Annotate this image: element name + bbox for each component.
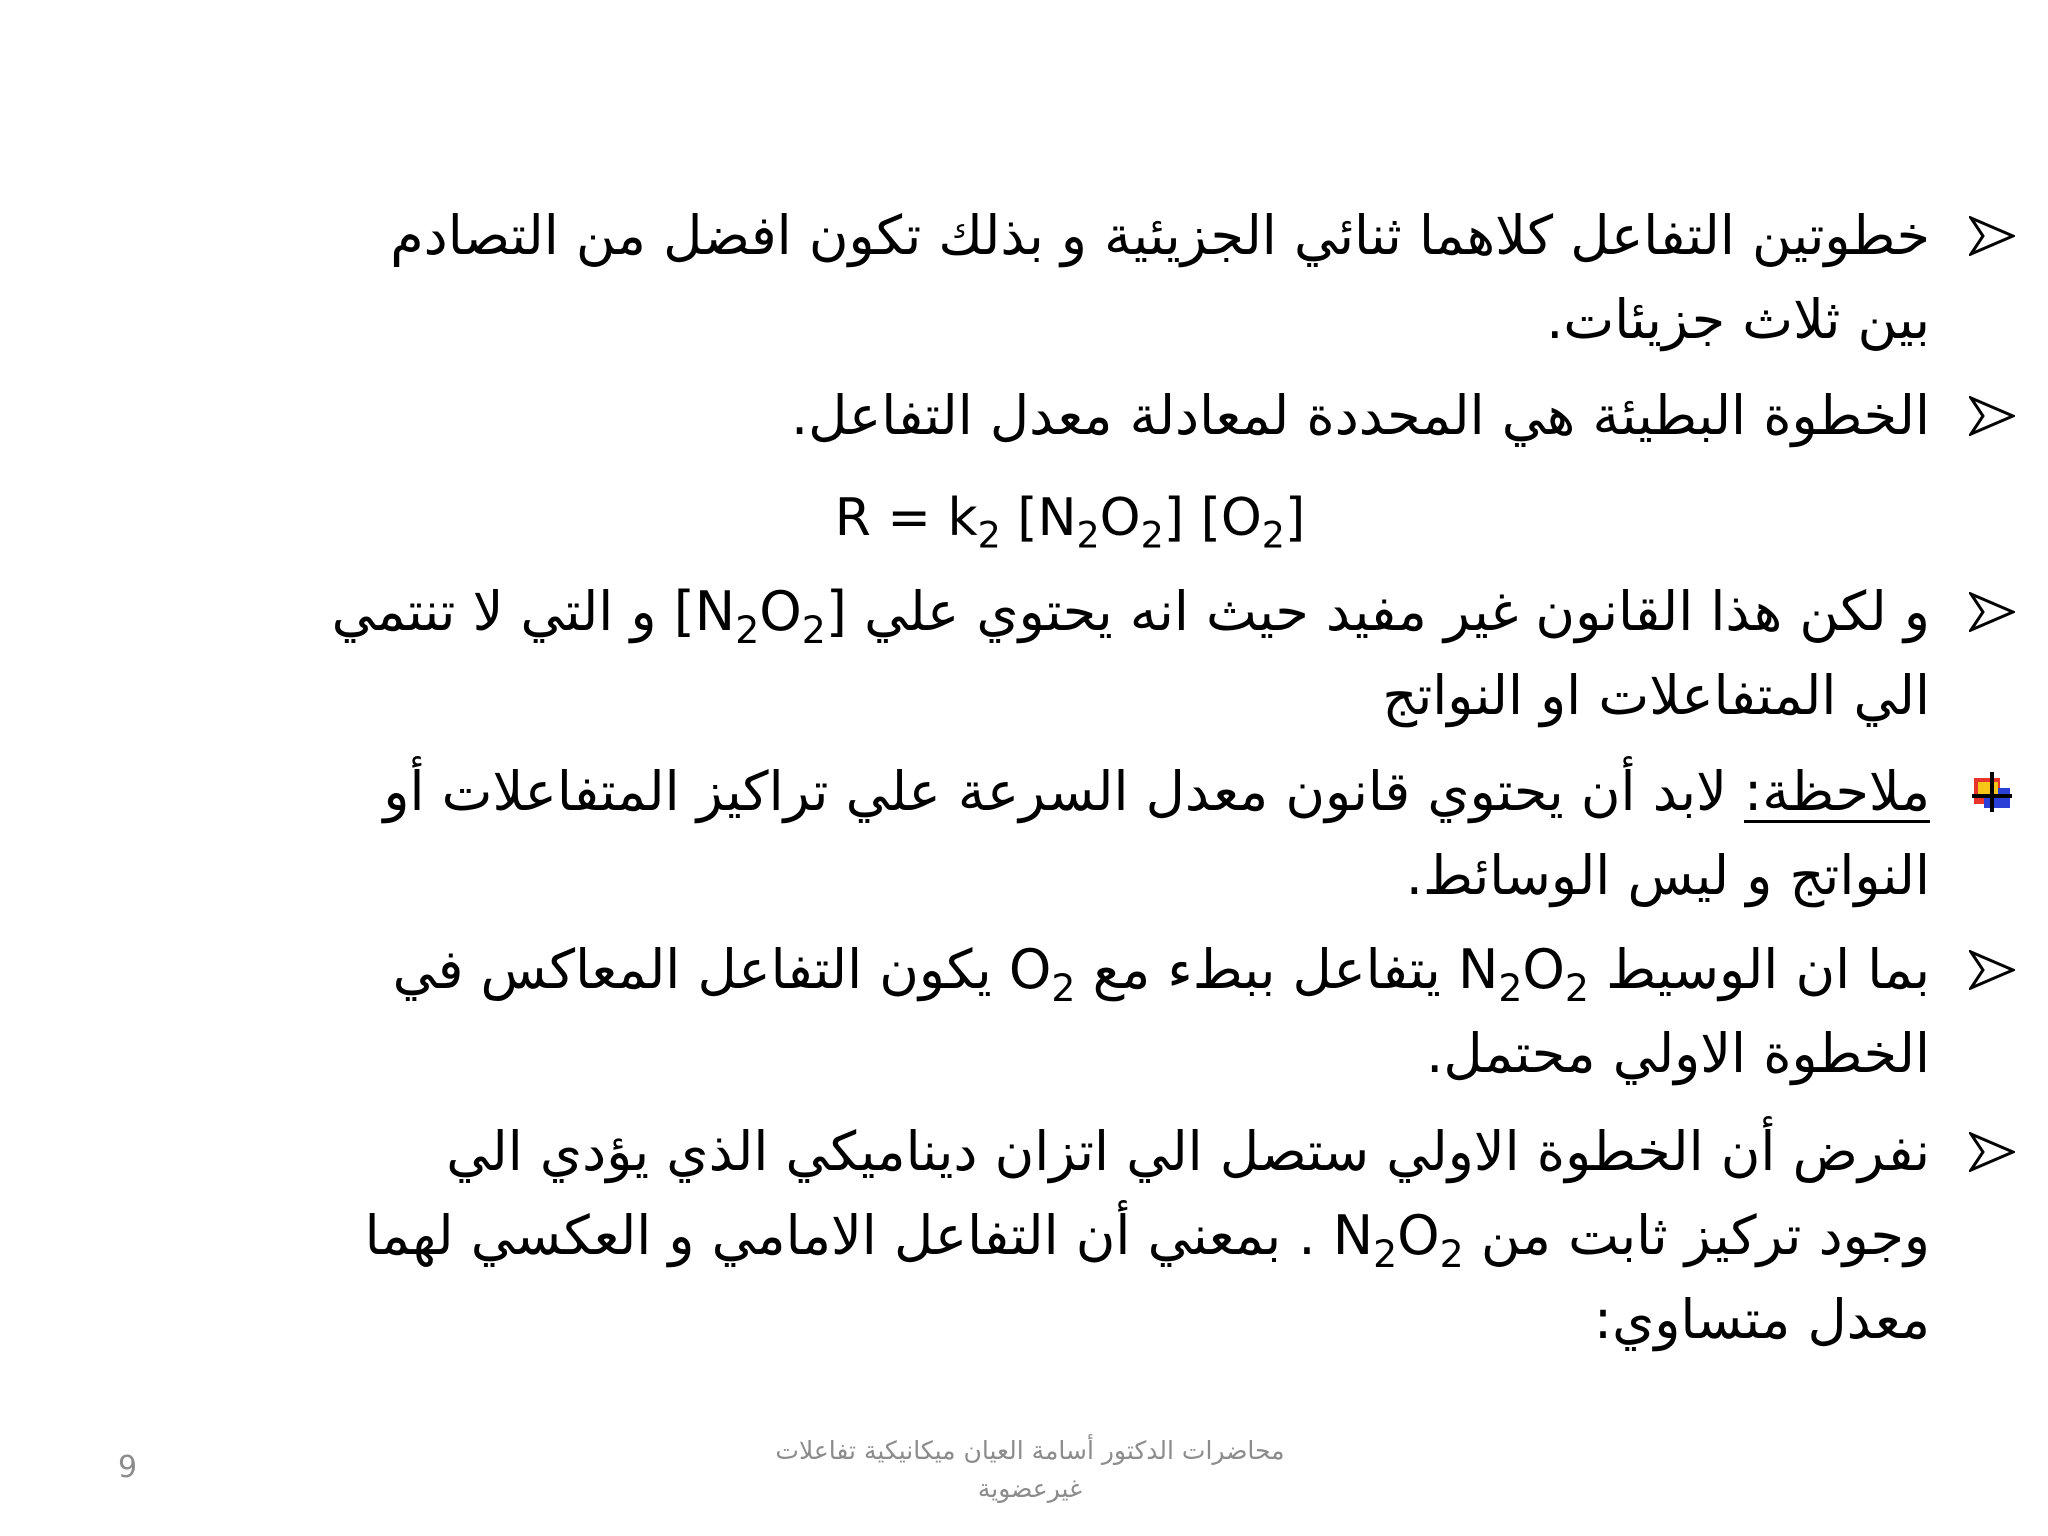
bullet-3-formula-b: O	[759, 580, 802, 643]
note-line-1-rest: لابد أن يحتوي قانون معدل السرعة علي تراكيز المتفاعلات أو	[383, 760, 1745, 823]
species-sub-2: 2	[1439, 1232, 1464, 1277]
bullet-2	[80, 374, 1930, 458]
species-b: O	[1397, 1204, 1440, 1267]
bullet-5-line-1	[80, 928, 1930, 1012]
bullet-1-line-1: خطوتين التفاعل كلاهما ثنائي الجزيئية و بذلك تكون افضل من التصادم	[390, 204, 1930, 267]
bullet-1-line-2: بين ثلاث جزيئات.	[1546, 288, 1930, 351]
arrow-bullet-icon	[1962, 928, 2022, 1012]
rate-law-formula	[770, 476, 1370, 560]
bullet-6-line-2	[80, 1194, 1930, 1278]
bullet-3-text-before: و لكن هذا القانون غير مفيد حيث انه يحتوي علي	[864, 580, 1930, 643]
formula-bracket-1-open: [N	[1000, 488, 1077, 548]
arrow-bullet-icon	[1962, 194, 2022, 278]
bullet-5	[80, 928, 1930, 1096]
species-2-a: O	[1008, 938, 1052, 1001]
bullet-5-line-2: الخطوة الاولي محتمل.	[1426, 1022, 1930, 1085]
arrow-bullet-icon	[1962, 374, 2022, 458]
bullet-5-text-before: بما ان الوسيط	[1606, 938, 1930, 1001]
bullet-3-line-1	[80, 570, 1930, 654]
bullet-3-line-2: الي المتفاعلات او النواتج	[1382, 664, 1930, 727]
bullet-3-formula-sub-1: 2	[735, 608, 760, 653]
bullet-6-text-after: . بمعني أن التفاعل الامامي و العكسي لهما	[364, 1204, 1316, 1267]
species-a: N	[1332, 1204, 1374, 1267]
formula-bracket-2-close: ]	[1284, 488, 1306, 548]
footer-text	[700, 1432, 1360, 1508]
bullet-3-formula-sub-2: 2	[801, 608, 826, 653]
bullet-3-text-after: و التي لا تنتمي	[331, 580, 657, 643]
footer-line-1: محاضرات الدكتور أسامة العيان ميكانيكية تفاعلات	[775, 1436, 1285, 1465]
species-1-a: N	[1457, 938, 1499, 1001]
species-1-b: O	[1522, 938, 1565, 1001]
bullet-3-formula-close: ]	[825, 580, 847, 643]
bullet-1	[80, 194, 1930, 362]
species-2-sub: 2	[1051, 966, 1076, 1011]
formula-bracket-2-open: [O	[1184, 488, 1262, 548]
bullet-6	[80, 1110, 1930, 1362]
bullet-6-line-1: نفرض أن الخطوة الاولي ستصل الي اتزان ديناميكي الذي يؤدي الي	[446, 1120, 1930, 1183]
bullet-3-formula	[673, 580, 847, 653]
note-line-2: النواتج و ليس الوسائط.	[1405, 844, 1930, 907]
note-bullet	[80, 750, 1930, 918]
bullet-5-text-mid: يتفاعل ببطء مع	[1092, 938, 1441, 1001]
bullet-5-species-1	[1457, 938, 1589, 1011]
formula-b1-sub-1: 2	[1076, 513, 1100, 557]
arrow-bullet-icon	[1962, 1110, 2022, 1194]
bullet-3-formula-a: [N	[673, 580, 736, 643]
bullet-5-species-2	[1008, 938, 1076, 1011]
bullet-5-text-after: يكون التفاعل المعاكس في	[392, 938, 992, 1001]
species-1-sub-2: 2	[1564, 966, 1589, 1011]
formula-bracket-1-close: ]	[1163, 488, 1185, 548]
bullet-2-line-1: الخطوة البطيئة هي المحددة لمعادلة معدل التفاعل.	[790, 384, 1930, 447]
species-1-sub-1: 2	[1498, 966, 1523, 1011]
note-line-1	[80, 750, 1930, 834]
formula-prefix: R = k	[834, 488, 978, 548]
bullet-6-text-before: وجود تركيز ثابت من	[1480, 1204, 1930, 1267]
species-sub-1: 2	[1373, 1232, 1398, 1277]
page-number: 9	[118, 1450, 138, 1485]
bullet-6-line-3: معدل متساوي:	[1593, 1288, 1930, 1351]
arrow-bullet-icon	[1962, 570, 2022, 654]
bullet-6-species	[1332, 1204, 1464, 1277]
formula-k-subscript: 2	[977, 513, 1001, 557]
footer-line-2: غيرعضوية	[977, 1474, 1083, 1503]
formula-b1-sub-2: 2	[1140, 513, 1164, 557]
bullet-3	[80, 570, 1930, 738]
cross-bullet-icon	[1962, 750, 2022, 834]
formula-b2-sub: 2	[1261, 513, 1285, 557]
formula-b1-mid: O	[1099, 488, 1141, 548]
note-label: ملاحظة:	[1744, 760, 1930, 823]
